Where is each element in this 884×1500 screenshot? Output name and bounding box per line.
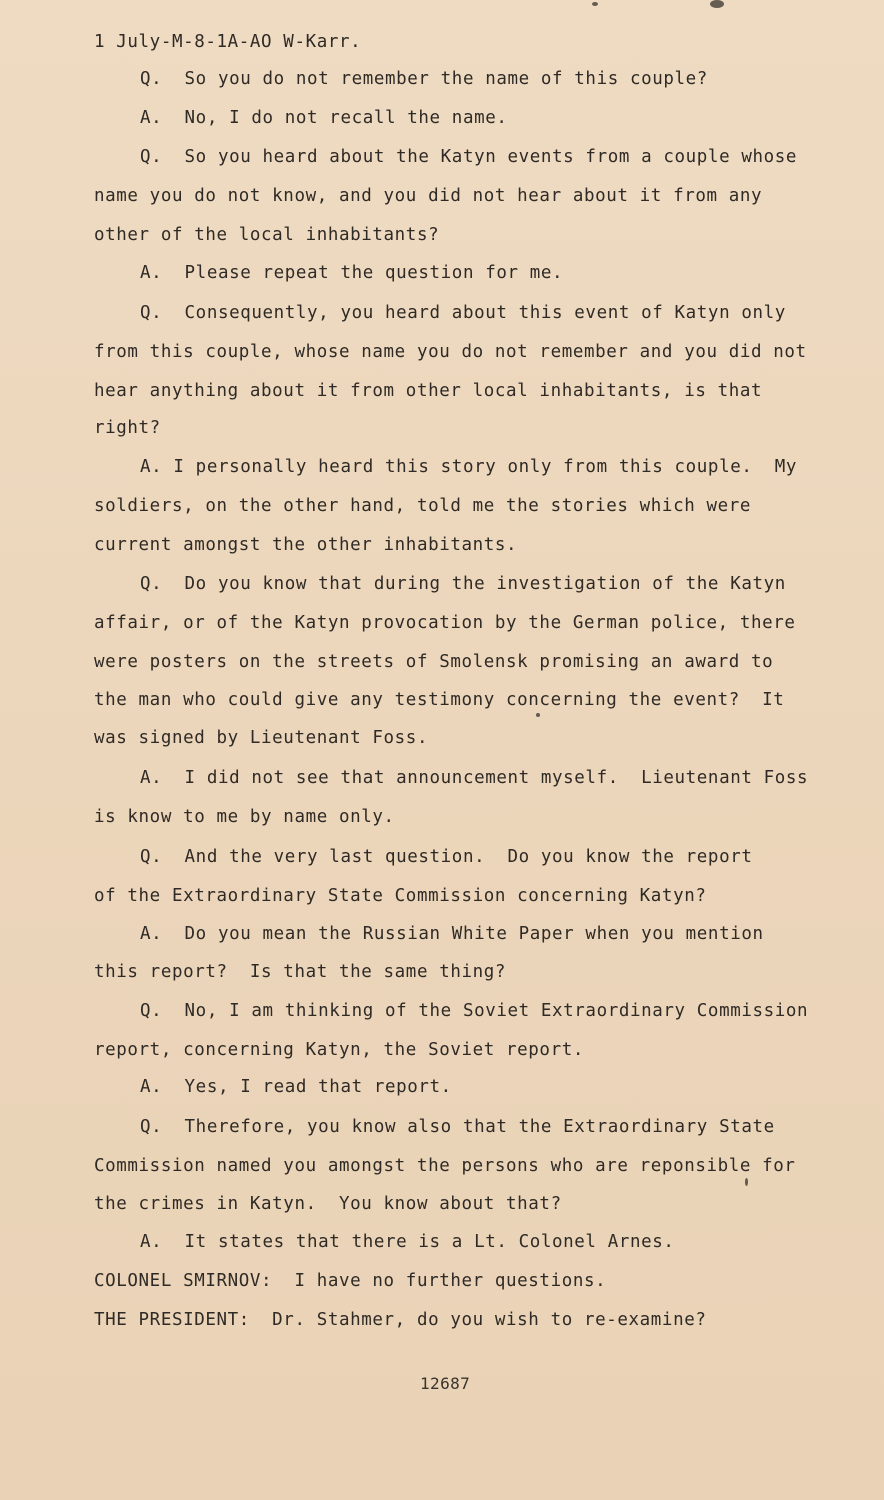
ink-speck [536,713,540,717]
transcript-line: report, concerning Katyn, the Soviet report. [94,1040,584,1060]
transcript-line: current amongst the other inhabitants. [94,535,518,555]
transcript-line: hear anything about it from other local inhabitants, is that [94,381,763,401]
transcript-line: A. It states that there is a Lt. Colonel Arnes. [140,1232,675,1252]
transcript-line: Q. Consequently, you heard about this event of Katyn only [140,303,786,323]
transcript-line: is know to me by name only. [94,807,395,827]
transcript-line: were posters on the streets of Smolensk promising an award to [94,652,774,672]
transcript-line: affair, or of the Katyn provocation by the German police, there [94,613,796,633]
transcript-line: other of the local inhabitants? [94,225,440,245]
transcript-line: A. Do you mean the Russian White Paper when you mention [140,924,764,944]
transcript-line: this report? Is that the same thing? [94,962,507,982]
document-header: 1 July-M-8-1A-AO W-Karr. [94,32,362,52]
ink-speck [710,0,724,8]
speaker-line: THE PRESIDENT: Dr. Stahmer, do you wish to re-examine? [94,1310,707,1330]
transcript-line: A. Please repeat the question for me. [140,263,564,283]
transcript-line: name you do not know, and you did not hear about it from any [94,186,763,206]
transcript-line: Commission named you amongst the persons who are reponsible for [94,1156,796,1176]
transcript-line: A. Yes, I read that report. [140,1077,452,1097]
transcript-line: Q. And the very last question. Do you know the report [140,847,753,867]
ink-speck [745,1178,748,1186]
transcript-line: A. No, I do not recall the name. [140,108,508,128]
transcript-line: A. I did not see that announcement myself. Lieutenant Foss [140,768,809,788]
transcript-line: right? [94,418,161,438]
page-number: 12687 [420,1374,471,1393]
transcript-line: Q. No, I am thinking of the Soviet Extraordinary Commission [140,1001,809,1021]
transcript-line: A. I personally heard this story only from this couple. My [140,457,798,477]
transcript-line: of the Extraordinary State Commission concerning Katyn? [94,886,707,906]
transcript-line: Q. Therefore, you know also that the Extraordinary State [140,1117,775,1137]
transcript-line: the man who could give any testimony concerning the event? It [94,690,785,710]
transcript-line: from this couple, whose name you do not remember and you did not [94,342,807,362]
ink-speck [592,2,598,6]
transcript-line: Q. So you heard about the Katyn events from a couple whose [140,147,798,167]
transcript-line: Q. So you do not remember the name of this couple? [140,69,708,89]
transcript-line: Q. Do you know that during the investigation of the Katyn [140,574,786,594]
transcript-line: soldiers, on the other hand, told me the stories which were [94,496,752,516]
speaker-line: COLONEL SMIRNOV: I have no further questions. [94,1271,607,1291]
transcript-line: was signed by Lieutenant Foss. [94,728,429,748]
transcript-line: the crimes in Katyn. You know about that? [94,1194,562,1214]
